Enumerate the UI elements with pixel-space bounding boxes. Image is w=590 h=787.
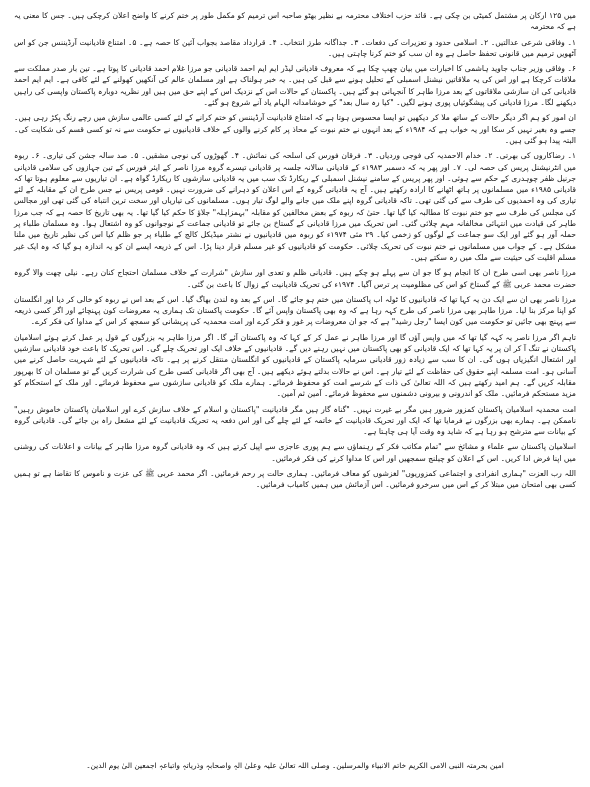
article-body xyxy=(14,10,576,491)
paragraph-10: اسلامیان پاکستان سے علماء و مشائخ سے "تمام مکاتب فکر کے رہنماؤں سے ہم پوری عاجزی سے اپیل کرتے ہیں کہ وہ قادیانی گروہ مرزا طاہر کے بیانات و اعلانات کی روشنی میں اپنا فرض ادا کریں۔ اس کے اعلان کو چیلنج سمجھیں اور اس کا مداوا کرنے کی فکر فرمائیں۔ xyxy=(14,442,576,463)
paragraph-11: اللہ رب العزت "ہماری انفرادی و اجتماعی کمزوریوں" لغزشوں کو معاف فرمائیں۔ ہماری حالت پر رحم فرمائیں۔ اگر محمد عربی ﷺ کی عزت و ناموس کا تقاضا ہے تو ہمیں کسی بھی امتحان میں مبتلا کر کے اس میں سرخرو فرمائیں۔ اس آزمائش میں ہمیں کامیاب فرمائیں۔ xyxy=(14,468,576,490)
paragraph-6: مرزا ناصر بھی اسی طرح ان کا انجام ہو گا جو ان سے پہلے ہو چکے ہیں۔ قادیانی ظلم و تعدی اور سازش "شرارت کے خلاف مسلمان احتجاج کنان رہے۔ نیلی چھت والا گروہ حضرت محمد عربی ﷺ کے گستاخ کو اس کی مظلومیت پر ترس آگیا۔ ۱۹۷۴ء کی تحریک قادیانیت کے زوال کا باعث بن گئی۔ xyxy=(14,268,576,289)
paragraph-2: ۱۔ وفاقی شرعی عدالتیں۔ ۲۔ اسلامی حدود و تعزیرات کی دفعات۔ ۳۔ جداگانہ طرز انتخاب۔ ۴۔ قرارداد مقاصد بجواب آئین کا حصہ ہے۔ ۵۔ امتناع قادیانیت آرڈیننس جن کو اس آٹھویں ترمیم میں قانونی تحفظ حاصل ہے وہ ان سب کو ختم کرنا چاہتی ہیں۔ xyxy=(14,37,577,58)
paragraph-8: تاہم اگر مرزا ناصر یہ کہہ گیا تھا کہ میں واپس آؤں گا اور مرزا طاہر نے عمل کر کے کہا کہ وہ پاکستان آئے گا۔ اگر مرزا طاہر یہ بزرگوں کے قول پر عمل کرتے ہوئے اسلامیان پاکستان نے تنگ آ کر ان پر یہ کہا تھا کہ ایک قادیانی کو بھی پاکستان میں نہیں رہنے دیں گے۔ قادیانیوں کے خلاف ایک اور تحریک چلے گی۔ اس تحریک کا باعث خود قادیانی سازشیں اور اشتعال انگیزیاں ہوں گی۔ ان کا سب سے زیادہ زور قادیانی سرمایہ پاکستان کے قادیانیوں کو انگلستان منتقل کرنے پر ہے۔ تاکہ قادیانیوں کے لئے شہریت حاصل کرنے میں آسانی ہو۔ امت مسلمہ اپنے حقوق کی حفاظت کے لئے تیار ہے۔ اس نے حالات بدلتے ہوئے دیکھے ہیں۔ آج بھی اگر قادیانی کسی طرح کی شرارت کریں گے تو مسلمان ان کا بھرپور مقابلہ کریں گے۔ ہم امید رکھتے ہیں کہ اللہ تعالیٰ کی ذات کے شرسے امت کو محفوظ فرمائے۔ ہمارے ملک کو قادیانی سازشوں سے محفوظ فرمائے۔ اور ملک کے استحکام کو مزید مستحکم فرمائیں۔ ملک کو اندرونی و بیرونی دشمنوں سے محفوظ فرمائے۔ آمین ثم آمین۔ xyxy=(14,332,576,399)
paragraph-1: میں ۱۲۵ ارکان پر مشتمل کمیٹی بن چکی ہے۔ قائد حزب اختلاف محترمہ بے نظیر بھٹو صاحبہ اس ترمیم کو مکمل طور پر ختم کرنے کا واضح اعلان کرچکی ہیں۔ جس کا معنی یہ ہے کہ محترمہ xyxy=(14,11,576,32)
closing-line: امین بحرمتہ النبی الامی الکریم خاتم الانبیاء والمرسلین۔ وصلی اللہ تعالیٰ علیہ وعلیٰ الہٖ واصحابہٖ وذریاتہٖ واتباعہٖ اجمعین الیٰ یوم الدین۔ xyxy=(86,761,504,770)
paragraph-4: ان امور کو ہم اگر دیگر حالات کے ساتھ ملا کر دیکھیں تو ایسا محسوس ہوتا ہے کہ امتناع قادیانیت آرڈیننس کو ختم کرانے کے لئے کسی عالمی سازش میں رچے رنگ پکڑ رہی ہیں۔ جسے وہ بغیر نہیں کر سکا اور یہ خواب ہے کہ ۱۹۸۴ء کے بعد انہوں نے ختم نبوت کے محاذ پر کام کرنے والوں کے خلاف قادیانیوں نے حکومت سے نہ تو کسی قسم کی شکایت کی۔ البتہ پیدا ہو گئی ہیں۔ xyxy=(14,113,576,145)
paragraph-9: امت محمدیہ اسلامیان پاکستان کمزور ضرور ہیں مگر بے غیرت نہیں۔ "گناہ گار ہیں مگر قادیانیت "پاکستان و اسلام کے خلاف سازش کرے اور اسلامیان پاکستان خاموش رہیں" ناممکن ہے۔ ہمارے بھی بزرگوں نے فرمایا تھا کہ ایک اور تحریک قادیانیت کے خاتمہ کے لئے چلے گی اور اس دفعہ یہ تحریک قادیانیت کے لئے مشعل راہ بن جائے گی۔ قادیانی گروہ کے بیانات سے مترشح ہو رہا ہے کہ شاید وہ وقت آیا ہی چاہتا ہے۔ xyxy=(14,404,576,437)
paragraph-7: مرزا ناصر بھی ان سے ایک دن یہ کہا تھا کہ قادیانیوں کا ٹولہ اب پاکستان میں ختم ہو جائے گا۔ اس کے بعد وہ لندن بھاگ گیا۔ اس کے بعد اس نے ربوہ کو خالی کر دیا اور انگلستان کو اپنا مرکز بنا لیا۔ مرزا طاہر بھی مرزا ناصر کی طرح کہہ رہا ہے کہ وہ بھی پاکستان واپس آئے گا۔ حکومت پاکستان تک ہماری یہ معروضات کون پہنچائے اور اگر کسی ذریعہ سے پہنچ بھی جائیں تو حکومت میں کون ایسا "رجل رشید" ہے کہ جو ان معروضات پر غور و فکر کرے اور امت محمدیہ کی پریشانی کو سمجھ کر اس کے مداوا کی فکر کرے۔ xyxy=(14,294,576,327)
paragraph-5: ۱۔ رضاکاروں کی بھرتی۔ ۲۔ خدام الاحمدیہ کی فوجی وردیاں۔ ۳۔ فرقان فورس کی اسلحہ کی نمائش۔ ۴۔ گھوڑوں کی نوجی مشقیں۔ ۵۔ صد سالہ جشن کی تیاری۔ ۶۔ ربوہ میں انٹرنیشنل پریس کی حصہ لی۔ ۷۔ اور پھر یہ کہ دسمبر ۱۹۸۳ء کے قادیانی سالانہ جلسہ پر قادیانی تیسرے گروہ مرزا ناصر کے ایئر فورس کے تین جہازوں کی سلامی قادیانی جرنیل ظفر چوہدری کے حکم سے ہوئی۔ اور پھر پریس کے سامنے نیشنل اسمبلی کے ریکارڈ تک سب میں یہ قادیانی سازشوں کا ریکارڈ گواہ ہے۔ ان تیاریوں سے معلوم ہوتا تھا کہ قادیانی ۱۹۸۵ء میں مسلمانوں پر ہاتھ اٹھانے کا ارادہ رکھتے ہیں۔ آج یہ قادیانی گروہ کے اس اعلان کو دہرانے کی ضرورت نہیں۔ قومی پریس نے جس طرح ان کے مقابلہ کے لئے تیاری کی وہ احمدیوں کی طرف سے کی گئی تھی۔ تاکہ قادیانی گروہ اپنے ملک میں جانے والے لوگ تیار ہوں۔ مسلمانوں کی تیاریاں اور سخت ترین انتباہ کی گئی تھی اور مجالس کی مجلس کی طرف سے جو ختم نبوت کا مطالبہ کیا گیا تھا۔ حتیٰ کہ ربوہ کے بعض مخالفین کو مقابلہ "بہمزاہلہ" جلاؤ کا حکم کیا گیا تھا۔ یہ بھی تاریخ کا حصہ ہے کہ جب مرزا طاہر کی قیادت میں انتہائی مخالفانہ مہم چلائی گئی۔ اس تحریک میں مرزا قادیانی کے گستاخ بن جائے تو قادیانی جماعت کے نوجوانوں کو وہ اشتعال ہوا۔ وہ مسلمان طلباء پر حملہ آور ہو گئے اور ایک سو جماعت کے لوگوں کو زخمی کیا۔ ۲۹ مئی ۱۹۷۴ء کو ربوہ میں قادیانیوں نے نشتر میڈیکل کالج کے طلباء پر جو ظلم کیا اس کی نظیر تاریخ میں ملنا مشکل ہے۔ کے جواب میں مسلمانوں نے ختم نبوت کی تحریک چلائی۔ حکومت کو قادیانیوں کو غیر مسلم قرار دینا پڑا۔ اس کے ذریعہ ایسے ان کو یہ اندازہ ہو گیا کہ وہ ایک غیر مسلم اقلیت کی حیثیت سے ملک میں رہ سکتے ہیں۔ xyxy=(14,151,577,262)
paragraph-3: ۶۔ وفاقی وزیر جناب جاوید ہاشمی کا اخبارات میں بیان چھپ چکا ہے کہ معروف قادیانی لیڈر ایم ایم احمد قادیانی جو مرزا غلام احمد قادیانی کا پوتا ہے۔ تین بار صدر مملکت سے ملاقات کرچکا ہے اور اس کی یہ ملاقاتیں نیشنل اسمبلی کے تحلیل ہونے سے قبل کی ہیں۔ یہ خبر ہولناک ہے اور مسلمان عالم کی آنکھیں کھولنے کے لئے کافی ہے۔ ایم ایم احمد قادیانی کی ان سازشی ملاقاتوں کے بعد مرزا طاہر کا آنجہانی ہو گئے ہیں۔ پاکستان کے حالات اس کے نزدیک اس کے اپنے حق میں ہیں اور نظریہ دوبارہ پاکستان واپسی کی راہیں دیکھنے لگا۔ مرزا قادیانی کی پیشگوئیاں پوری ہونے لگیں۔ "کیا رہ سال بعد" کے خوشامدانہ الہام یاد آنے شروع ہو گئے۔ xyxy=(14,64,576,108)
